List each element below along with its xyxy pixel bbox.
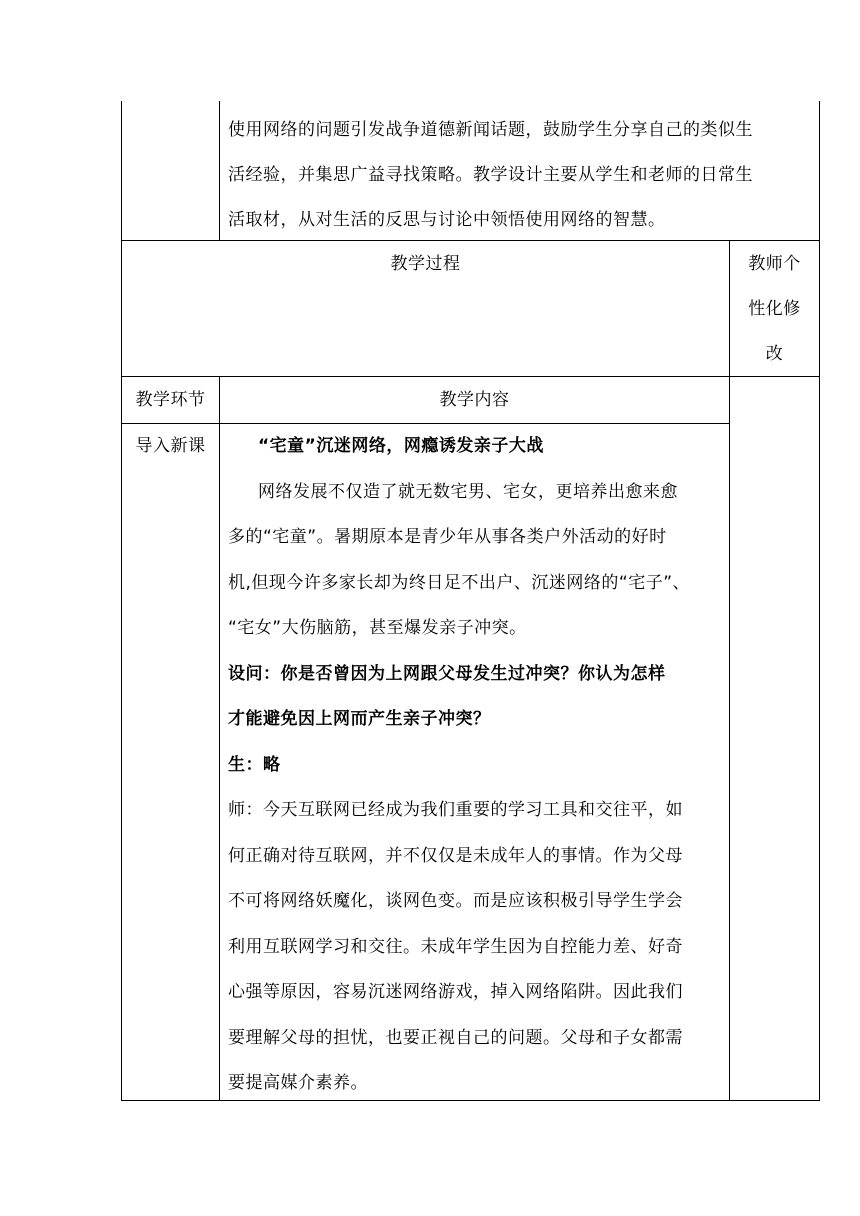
content-line: 师：今天互联网已经成为我们重要的学习工具和交往平，如 <box>228 800 683 820</box>
content-line: 何正确对待互联网，并不仅仅是未成年人的事情。作为父母 <box>228 846 683 866</box>
content-line: 机,但现今许多家长却为终日足不出户、沉迷网络的“宅子”、 <box>228 573 691 593</box>
content-line: 才能避免因上网而产生亲子冲突？ <box>228 709 491 729</box>
process-header-bottom-border <box>121 376 820 377</box>
content-line: 心强等原因，容易沉迷网络游戏，掉入网络陷阱。因此我们 <box>228 982 683 1002</box>
top-cell-line: 活经验，并集思广益寻找策略。教学设计主要从学生和老师的日常生 <box>228 165 753 185</box>
stage-column-divider <box>219 376 220 1101</box>
content-line: 不可将网络妖魔化，谈网色变。而是应该积极引导学生学会 <box>228 891 683 911</box>
process-title: 教学过程 <box>390 254 461 274</box>
stage-column-header: 教学环节 <box>135 390 206 410</box>
stage-cell: 导入新课 <box>135 436 206 456</box>
content-line: 利用互联网学习和交往。未成年学生因为自控能力差、好奇 <box>228 937 683 957</box>
teacher-column-title-line: 性化修 <box>748 299 801 319</box>
content-line: 要提高媒介素养。 <box>228 1073 368 1093</box>
content-line: “宅童”沉迷网络，网瘾诱发亲子大战 <box>258 436 544 456</box>
content-line: 网络发展不仅造了就无数宅男、宅女，更培养出愈来愈 <box>258 482 678 502</box>
top-cell-divider <box>219 101 220 241</box>
content-line: 生：略 <box>228 755 281 775</box>
content-line: 要理解父母的担忧，也要正视自己的问题。父母和子女都需 <box>228 1028 683 1048</box>
teacher-column-title-line: 改 <box>765 344 784 364</box>
top-cell-line: 活取材，从对生活的反思与讨论中领悟使用网络的智慧。 <box>228 210 666 230</box>
table-right-border <box>819 101 820 1101</box>
table-bottom-border <box>121 1100 820 1101</box>
teacher-column-title-line: 教师个 <box>748 254 801 274</box>
top-cell-line: 使用网络的问题引发战争道德新闻话题，鼓励学生分享自己的类似生 <box>228 120 753 140</box>
content-line: 多的“宅童”。暑期原本是青少年从事各类户外活动的好时 <box>228 527 667 547</box>
content-line: 设问：你是否曾因为上网跟父母发生过冲突？你认为怎样 <box>228 664 666 684</box>
content-column-header: 教学内容 <box>439 390 510 410</box>
content-line: “宅女”大伤脑筋，甚至爆发亲子冲突。 <box>228 618 527 638</box>
